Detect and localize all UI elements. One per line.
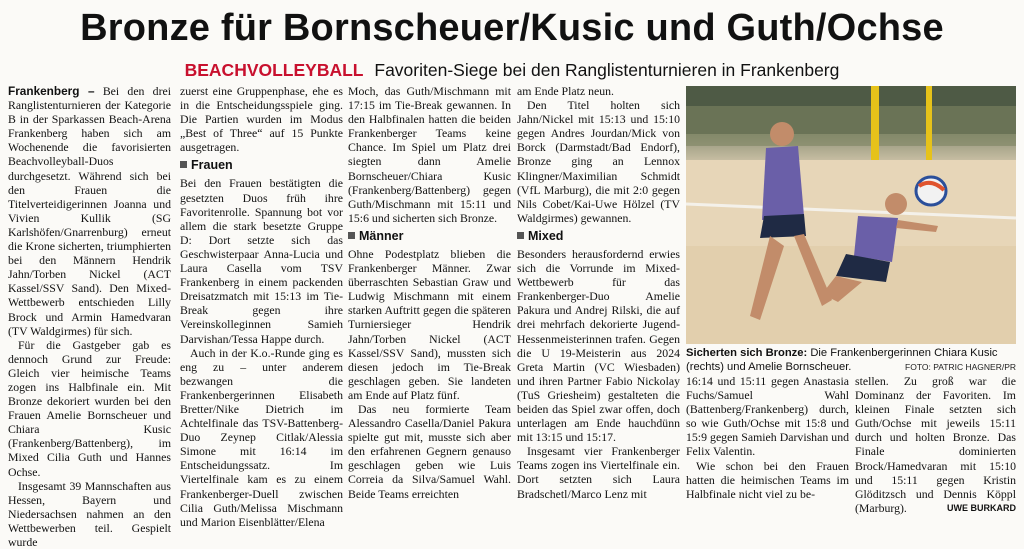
paragraph: Insgesamt 39 Mannschaften aus Hessen, Bayern und Niedersachsen nahmen an den Wettbewerben teil. Gespielt wurde (8, 478, 171, 549)
square-bullet-icon (348, 232, 355, 239)
dateline: Frankenberg – (8, 84, 95, 98)
paragraph: stellen. Zu groß war die Dominanz der Favoriten. Im kleinen Finale setzten sich Guth/Ochse mit jeweils 15:11 durch und holten Bronze. Das Finale dominierten Brock/Hamedvaran mit 15:10 und 15:11 gegen Kristin Glöditzsch und Dennis Köppl (Marburg). UWE BURKARD (855, 374, 1016, 515)
paragraph: am Ende Platz neun. (517, 84, 614, 98)
article-column-5 (686, 374, 849, 516)
section-heading-mixed: Mixed (517, 229, 680, 244)
article-column-2 (180, 84, 343, 529)
paragraph: zuerst eine Gruppenphase, ehe es in die Entscheidungsspiele ging. Die Partien wurden im Modus „Best of Three“ auf 15 Punkte ausgetragen. (180, 84, 343, 155)
square-bullet-icon (517, 232, 524, 239)
paragraph: Ohne Podestplatz blieben die Frankenberger Männer. Zwar überraschten Sebastian Graw und Ludwig Mischmann mit einem starken Auftritt gegen die späteren Turniersieger Hendrik Jahn/Torben Nickel (ACT Kassel/SSV Sand), mussten sich diesen jedoch im Tie-Break geschlagen geben. Sie landeten am Ende auf Platz fünf. (348, 246, 511, 402)
paragraph: Besonders herausfordernd erwies sich die Vorrunde im Mixed-Wettbewerb für das Frankenberger-Duo Amelie Pakura und Andrej Rilski, die auf drei mehrfach dekorierte Jugend-Hessenmeisterinnen trafen. Gegen die U 19-Meisterin aus 2024 Greta Martin (VC Wiesbaden) und ihren Partner Fabio Nickolay (TuS Griesheim) gestalteten die beiden das Spiel zwar offen, doch unterlagen am Ende hauchdünn mit 13:15 und 15:17. (517, 246, 680, 445)
paragraph: Auch in der K.o.-Runde ging es eng zu – unter anderem bezwangen die Frankenbergerinnen Elisabeth Bretter/Nike Dietrich im Achtelfinale das TSV-Battenberg-Duo Zeynep Citlak/Alessia Simone mit 16:14 im Entscheidungssatz. Im Viertelfinale kam es zu einem Frankenberger-Duell zwischen Cilia Guth/Melissa Mischmann und Marion Eisenblätter/Elena (180, 345, 343, 529)
section-heading-maenner: Männer (348, 229, 511, 244)
paragraph: Bei den Frauen bestätigten die gesetzten Duos früh ihre Favoritenrolle. Spannung bot vor allem die stark besetzte Gruppe D: Dort setzte sich das Geschwisterpaar Anna-Lucia und Laura Casella vom TSV Frankenberg in einem packenden Dreisatzmatch mit 15:13 im Tie-Break gegen ihre Vereinskolleginnen Samieh Darvishan/Tessa Happe durch. (180, 176, 343, 346)
headline: Bronze für Bornscheuer/Kusic und Guth/Ochse (80, 7, 944, 49)
photo-illustration (686, 86, 1016, 344)
article-column-3 (348, 84, 511, 516)
paragraph: Für die Gastgeber gab es dennoch Grund zur Freude: Gleich vier heimische Teams zogen ins Halbfinale ein. Mit Bronze dekoriert wurden bei den Frauen Amelie Bornscheuer und Chiara Kusic (Frankenberg/Battenberg), im Mixed Cilia Guth und Hannes Ochse. (8, 337, 171, 479)
caption-text: Die Frankenbergerinnen Chiara Kusic (rechts) und Amelie Bornscheuer. (686, 347, 998, 373)
paragraph: 16:14 und 15:11 gegen Anastasia Fuchs/Samuel Wahl (Battenberg/Frankenberg) durch, so wie Guth/Ochse mit 15:8 und 15:9 gegen Samieh Darvishan und Felix Valentin. (686, 374, 849, 459)
byline: UWE BURKARD (947, 502, 1016, 513)
paragraph: Das neu formierte Team Alessandro Casella/Daniel Pakura spielte gut mit, musste sich aber den erfahrenen Gegnern genauso geschlagen geben wie Luis Correia da Silva/Samuel Wahl. Beide Teams erreichten (348, 401, 511, 501)
paragraph: Wie schon bei den Frauen hatten die heimischen Teams im Halbfinale nicht viel zu be- (686, 458, 849, 501)
paragraph: Frankenberg – Bei den drei Ranglistenturnieren der Kategorie B in der Sparkassen Beach-Arena Frankenberg haben sich am Wochenende die favorisierten Beachvolleyball-Duos durchgesetzt. Während sich bei den Frauen die Titelverteidigerinnen Joanna und Vivien Kullik (SG Karlshöfen/Gnarrenburg) erneut die Krone sicherten, triumphierten bei den Männern Hendrik Jahn/Torben Nickel (ACT Kassel/SSV Sand). Den Mixed-Wettbewerb entschieden Lilly Brock und Armin Hamedvaran (TV Waldgirmes) für sich. (8, 84, 172, 338)
square-bullet-icon (180, 161, 187, 168)
section-heading-frauen: Frauen (180, 158, 343, 173)
article-column-1 (8, 84, 172, 549)
paragraph: Den Titel holten sich Jahn/Nickel mit 15:13 und 15:10 gegen Andres Jourdan/Mick von Borck (Darmstadt/Bad Endorf), Bronze ging an Lennox Klingner/Maximilian Schmidt (VfL Marburg), die mit 2:0 gegen Nils Cobet/Kai-Uwe Hölzel (TV Waldgirmes) gewannen. (517, 98, 680, 225)
kicker: BEACHVOLLEYBALL (184, 60, 364, 80)
article-column-4 (517, 84, 680, 516)
photo-credit: FOTO: PATRIC HAGNER/PR (905, 362, 1016, 372)
paragraph: Moch, das Guth/Mischmann mit 17:15 im Tie-Break gewannen. In den Halbfinalen hatten die beiden Frankenberger Teams keine Chance. Im Spiel um Platz drei siegten dann Amelie Bornscheuer/Chiara Kusic (Frankenberg/Battenberg) gegen Guth/Mischmann mit 15:11 und 15:6 und sicherten sich Bronze. (348, 84, 511, 225)
article-column-6 (855, 374, 1016, 516)
caption-bold: Sicherten sich Bronze: (686, 347, 808, 359)
subheadline: Favoriten-Siege bei den Ranglistenturnieren in Frankenberg (374, 60, 840, 80)
beach-volleyball-photo (686, 86, 1016, 344)
subheadline-row (0, 59, 1024, 81)
paragraph: Insgesamt vier Frankenberger Teams zogen ins Viertelfinale ein. Dort setzten sich Laura Bradschetl/Marco Lenz mit (517, 444, 680, 501)
